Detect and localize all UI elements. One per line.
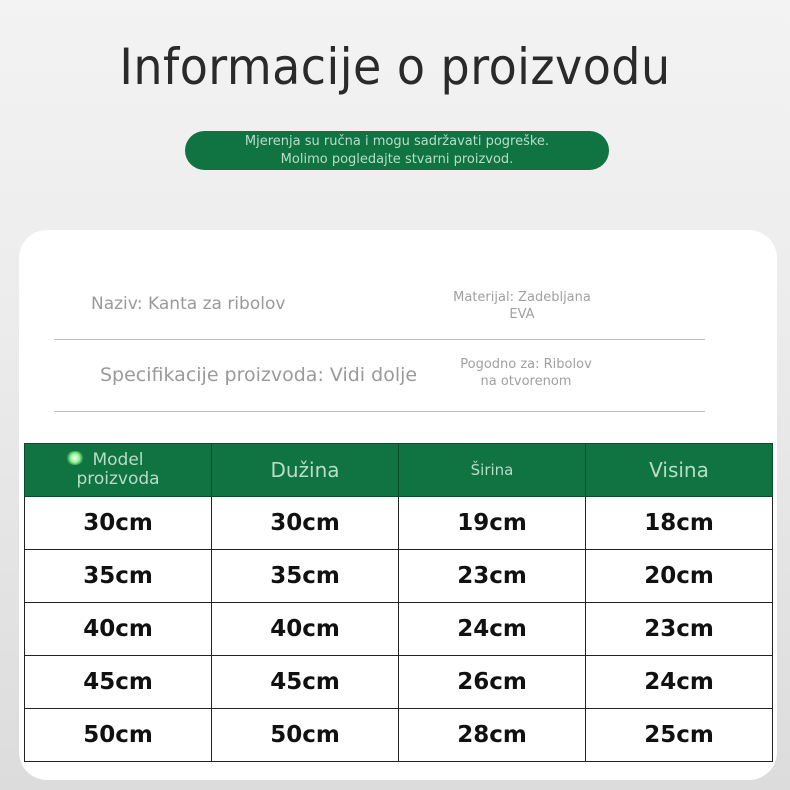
sparkle-icon: [66, 451, 84, 465]
measurement-notice-badge: [185, 131, 609, 170]
cell-model: 45cm: [25, 656, 212, 709]
column-header-height: Visina: [586, 444, 773, 497]
cell-model: 35cm: [25, 550, 212, 603]
cell-height: 23cm: [586, 603, 773, 656]
table-row: [25, 550, 773, 603]
cell-length: 50cm: [212, 709, 399, 762]
column-header-width: Širina: [399, 444, 586, 497]
cell-length: 35cm: [212, 550, 399, 603]
product-spec: Specifikacije proizvoda: Vidi dolje: [100, 364, 418, 386]
column-header-model: Model proizvoda: [25, 444, 212, 497]
cell-height: 25cm: [586, 709, 773, 762]
cell-height: 20cm: [586, 550, 773, 603]
notice-line-1: Mjerenja su ručna i mogu sadržavati pogreške.: [244, 133, 550, 149]
product-name: Naziv: Kanta za ribolov: [91, 294, 286, 314]
cell-width: 28cm: [399, 709, 586, 762]
table-row: [25, 656, 773, 709]
product-suitable-for: [430, 356, 622, 390]
product-material: [430, 289, 614, 323]
cell-width: 26cm: [399, 656, 586, 709]
cell-length: 45cm: [212, 656, 399, 709]
material-line-1: Materijal: Zadebljana: [453, 290, 591, 305]
column-header-length: Dužina: [212, 444, 399, 497]
cell-length: 30cm: [212, 497, 399, 550]
table-header-row: [25, 444, 773, 497]
table-row: [25, 497, 773, 550]
page-title: Informacije o proizvodu: [119, 38, 671, 96]
size-table: [24, 443, 773, 762]
cell-length: 40cm: [212, 603, 399, 656]
cell-model: 30cm: [25, 497, 212, 550]
cell-model: 50cm: [25, 709, 212, 762]
table-row: [25, 709, 773, 762]
material-line-2: EVA: [509, 307, 535, 322]
notice-line-2: Molimo pogledajte stvarni proizvod.: [280, 151, 514, 167]
cell-model: 40cm: [25, 603, 212, 656]
suitable-line-2: na otvorenom: [480, 374, 572, 389]
divider: [54, 411, 705, 412]
cell-width: 19cm: [399, 497, 586, 550]
suitable-line-1: Pogodno za: Ribolov: [460, 357, 592, 372]
cell-width: 23cm: [399, 550, 586, 603]
cell-width: 24cm: [399, 603, 586, 656]
cell-height: 18cm: [586, 497, 773, 550]
cell-height: 24cm: [586, 656, 773, 709]
divider: [54, 339, 705, 340]
table-row: [25, 603, 773, 656]
